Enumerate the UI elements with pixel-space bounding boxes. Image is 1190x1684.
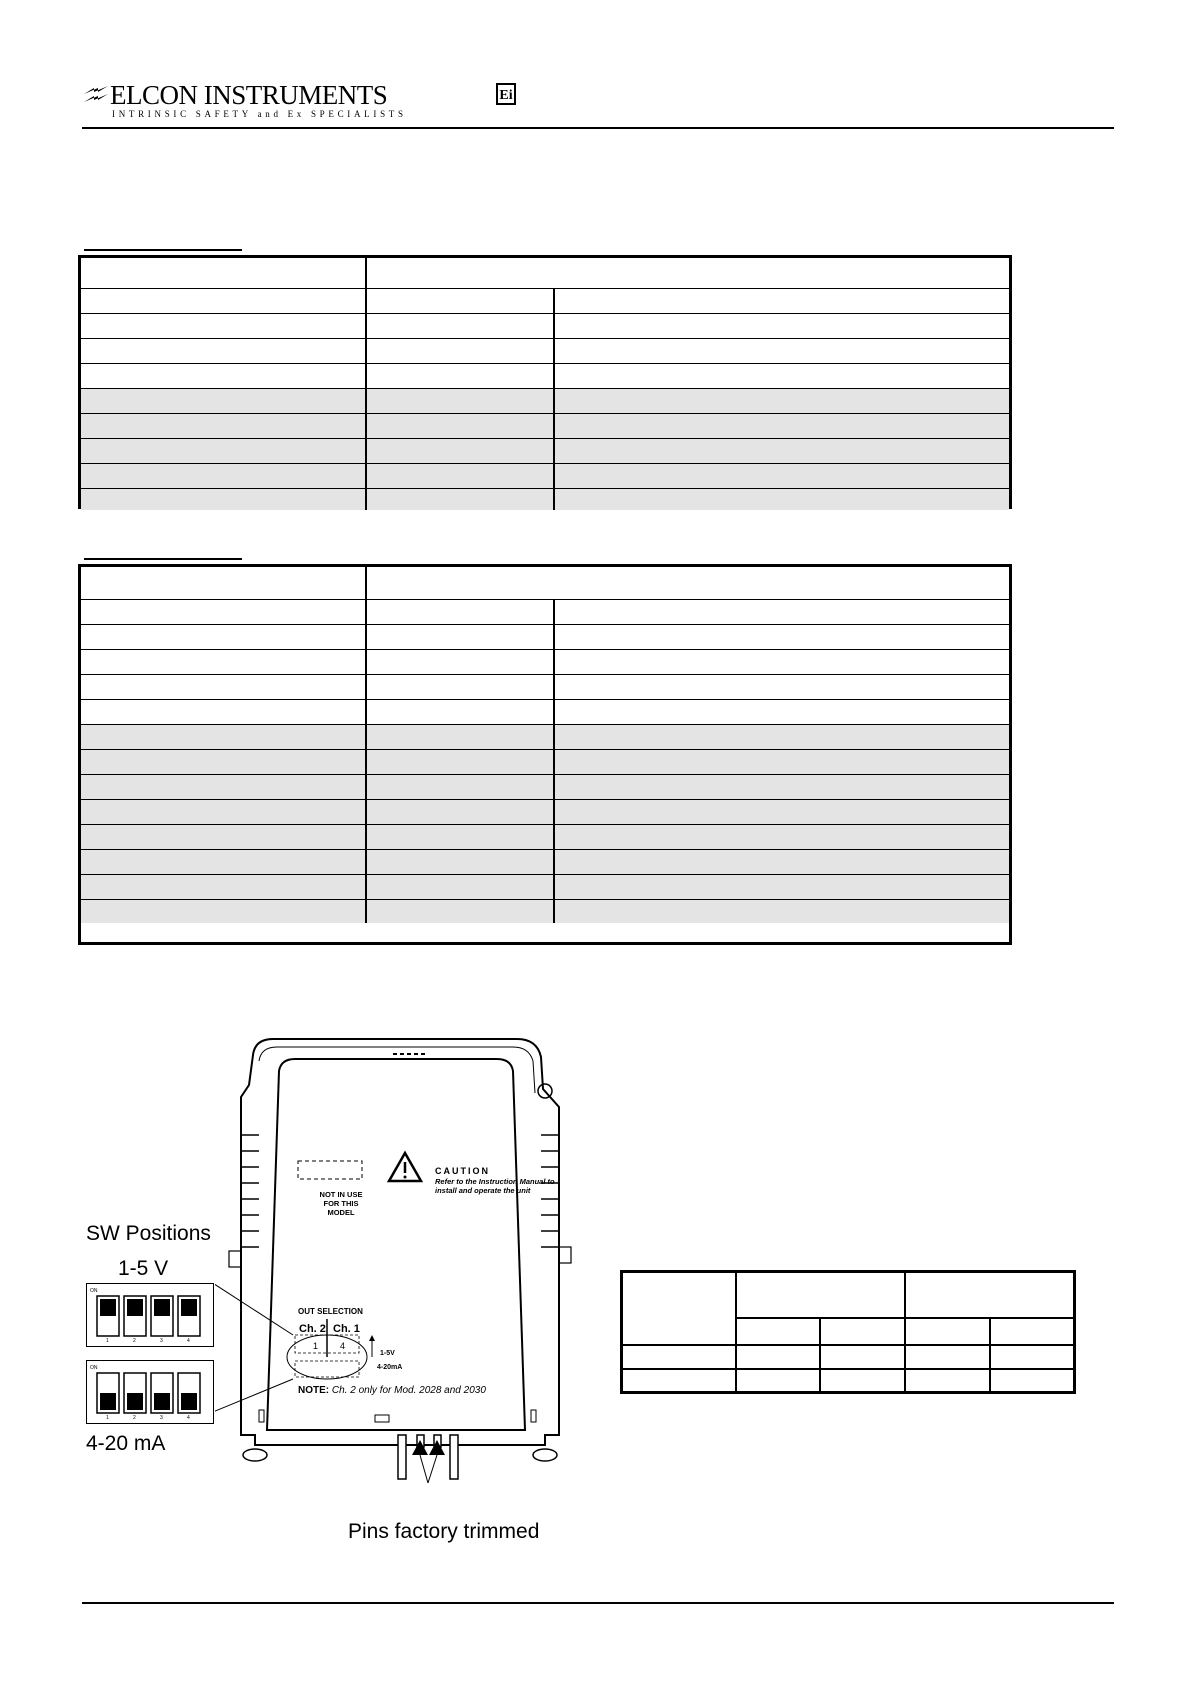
small-table-vline	[904, 1273, 906, 1391]
svg-text:3: 3	[160, 1415, 163, 1421]
header-rule	[82, 127, 1114, 129]
table-row	[81, 463, 1009, 488]
table-row	[81, 438, 1009, 463]
small-table-vline	[735, 1273, 737, 1391]
out-selection-label: OUT SELECTION	[298, 1307, 363, 1316]
table-row	[81, 599, 1009, 624]
table-row	[81, 774, 1009, 799]
table-row	[81, 824, 1009, 849]
ch1-label: Ch. 1	[333, 1323, 360, 1335]
table-row	[81, 258, 1009, 288]
small-table-vline	[989, 1317, 991, 1391]
svg-text:ON: ON	[90, 1365, 98, 1371]
dip-on-label: ON	[90, 1288, 98, 1294]
pins-trimmed-label: Pins factory trimmed	[348, 1520, 540, 1543]
module-drawing	[215, 1035, 605, 1495]
svg-text:2: 2	[133, 1338, 136, 1344]
table-row	[81, 899, 1009, 923]
table-2	[78, 564, 1012, 945]
table-row	[81, 313, 1009, 338]
not-in-use-label: NOT IN USE FOR THIS MODEL	[319, 1190, 363, 1217]
company-logo	[84, 80, 513, 122]
svg-text:4: 4	[187, 1338, 190, 1344]
dip-switch-4-20ma	[86, 1360, 214, 1424]
company-tagline: INTRINSIC SAFETY and Ex SPECIALISTS	[112, 109, 407, 119]
table-row	[81, 874, 1009, 899]
ch2-label: Ch. 2	[299, 1323, 326, 1335]
svg-text:1: 1	[106, 1338, 109, 1344]
sw-4-20ma-label: 4-20 mA	[86, 1432, 166, 1455]
table-row	[81, 749, 1009, 774]
footer-rule	[82, 1602, 1114, 1604]
svg-text:3: 3	[160, 1338, 163, 1344]
table-1	[78, 255, 1012, 509]
table-row	[81, 699, 1009, 724]
table-row	[81, 488, 1009, 510]
small-table-hline	[623, 1344, 1073, 1346]
elcon-logo-icon	[84, 86, 108, 104]
company-name: ELCON INSTRUMENTS	[110, 80, 388, 110]
table-row	[81, 649, 1009, 674]
table-row	[81, 624, 1009, 649]
small-table	[620, 1270, 1076, 1394]
switch-4-label: 4	[340, 1341, 346, 1351]
sw-1-5v-label: 1-5 V	[118, 1257, 169, 1280]
svg-text:4: 4	[187, 1415, 190, 1421]
small-table-hline	[735, 1317, 1073, 1319]
caution-text: Refer to the Instruction Manual to install and operate the unit	[435, 1177, 555, 1195]
section-2-heading-underline	[84, 558, 242, 560]
table-row	[81, 724, 1009, 749]
switch-1-label: 1	[313, 1341, 319, 1351]
dip-switch-1-5v	[86, 1283, 214, 1347]
company-badge: Ei	[496, 83, 516, 105]
out-4-20ma-label: 4-20mA	[377, 1364, 403, 1371]
svg-text:1: 1	[106, 1415, 109, 1421]
svg-text:2: 2	[133, 1415, 136, 1421]
table-row	[81, 363, 1009, 388]
table-row	[81, 849, 1009, 874]
table-row	[81, 413, 1009, 438]
caution-title: CAUTION	[435, 1166, 490, 1176]
note-body: Ch. 2 only for Mod. 2028 and 2030	[331, 1385, 486, 1396]
table-row	[81, 388, 1009, 413]
dip-switch-1-5v-graphic	[87, 1284, 212, 1345]
table-row	[81, 799, 1009, 824]
small-table-hline	[623, 1368, 1073, 1370]
out-1-5v-label: 1-5V	[380, 1350, 395, 1357]
note-label: NOTE:	[298, 1385, 330, 1396]
table-row	[81, 338, 1009, 363]
table-row	[81, 674, 1009, 699]
sw-positions-label: SW Positions	[86, 1222, 211, 1245]
section-1-heading-underline	[84, 249, 242, 251]
dip-switch-4-20ma-graphic	[87, 1361, 212, 1422]
small-table-vline	[819, 1317, 821, 1391]
table-row	[81, 288, 1009, 313]
note-text	[298, 1385, 486, 1396]
table-row	[81, 567, 1009, 599]
